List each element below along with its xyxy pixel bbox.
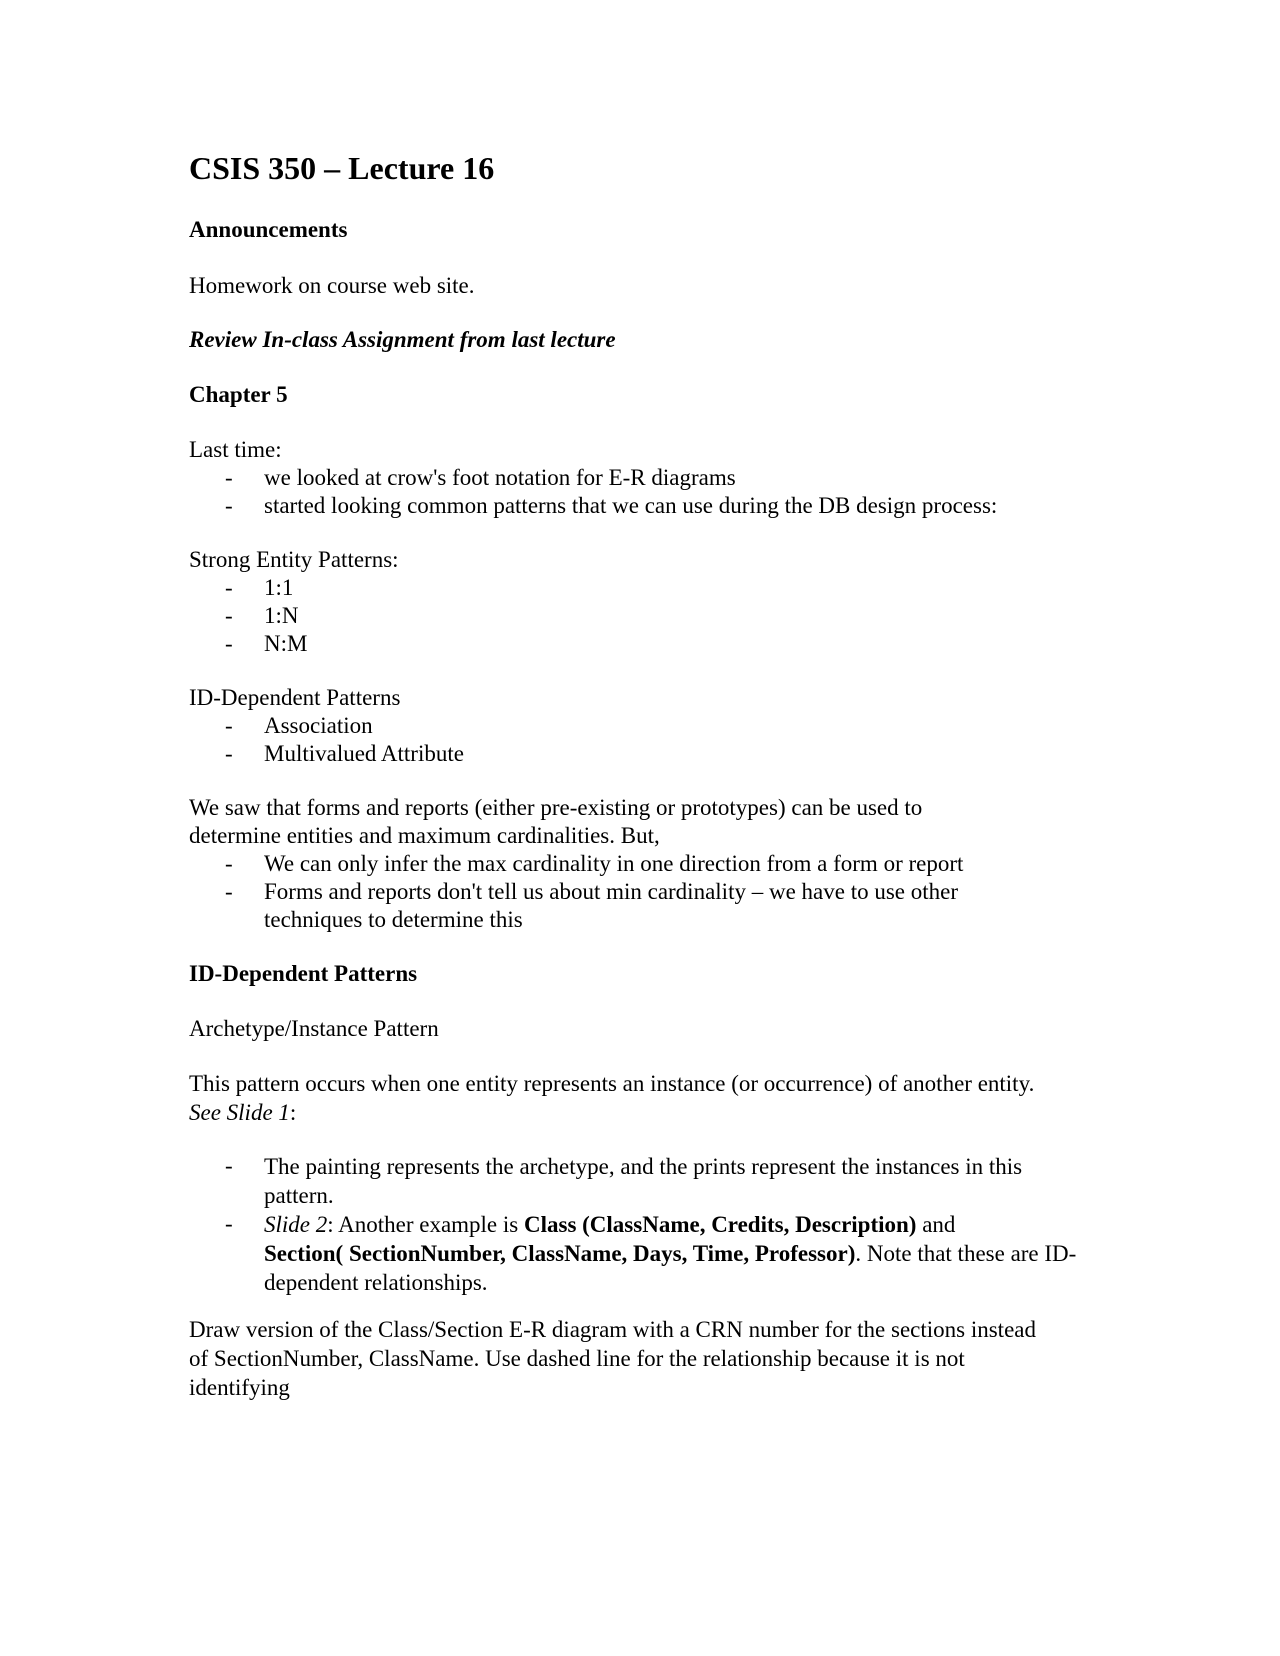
draw-paragraph: Draw version of the Class/Section E-R diagram with a CRN number for the sections instead of SectionNumber, ClassName. Use dashed line for the relationship because it is not identifying bbox=[189, 1317, 1036, 1400]
forms-paragraph-line2: determine entities and maximum cardinalities. But, bbox=[189, 823, 660, 848]
list-item-text: we looked at crow's foot notation for E-R diagrams bbox=[264, 465, 736, 490]
bullet-dash: - bbox=[225, 1211, 233, 1236]
homework-line: Homework on course web site. bbox=[189, 273, 475, 298]
bullet-dash: - bbox=[225, 1153, 233, 1178]
class-entity: Class (ClassName, Credits, Description) bbox=[524, 1212, 917, 1237]
bullet-dash: - bbox=[225, 603, 233, 628]
list-item-text: N:M bbox=[264, 631, 308, 656]
forms-paragraph-line1: We saw that forms and reports (either pre-existing or prototypes) can be used to bbox=[189, 795, 923, 820]
list-item-text: 1:N bbox=[264, 603, 299, 628]
list-item-text bbox=[264, 1210, 1084, 1297]
id-dependent-heading: ID-Dependent Patterns bbox=[189, 961, 418, 986]
slide-2-reference: Slide 2 bbox=[264, 1212, 328, 1237]
announcements-heading: Announcements bbox=[189, 217, 348, 242]
see-slide-reference: See Slide 1 bbox=[189, 1100, 290, 1125]
bullet-dash: - bbox=[225, 741, 233, 766]
list-item-text: started looking common patterns that we can use during the DB design process: bbox=[264, 493, 998, 518]
last-time-label: Last time: bbox=[189, 437, 282, 462]
pattern-paragraph-colon: : bbox=[289, 1100, 297, 1125]
strong-entity-label: Strong Entity Patterns: bbox=[189, 547, 399, 572]
bullet-dash: - bbox=[225, 465, 233, 490]
bullet-dash: - bbox=[225, 879, 233, 904]
chapter-heading: Chapter 5 bbox=[189, 382, 288, 407]
bullet-dash: - bbox=[225, 851, 233, 876]
list-item-text: Multivalued Attribute bbox=[264, 741, 464, 766]
section-entity: Section( SectionNumber, ClassName, Days, Time, Professor) bbox=[264, 1241, 856, 1266]
list-item-text: Association bbox=[264, 713, 373, 738]
item2-text-a: : Another example is bbox=[327, 1212, 524, 1237]
bullet-dash: - bbox=[225, 575, 233, 600]
list-item-text: 1:1 bbox=[264, 575, 294, 600]
id-dependent-label: ID-Dependent Patterns bbox=[189, 685, 401, 710]
item2-and: and bbox=[916, 1212, 956, 1237]
bullet-dash: - bbox=[225, 713, 233, 738]
page-title: CSIS 350 – Lecture 16 bbox=[189, 150, 495, 186]
item2-text-b: . Note that these are ID-dependent relationships. bbox=[264, 1241, 1077, 1295]
bullet-dash: - bbox=[225, 493, 233, 518]
archetype-heading: Archetype/Instance Pattern bbox=[189, 1016, 439, 1041]
review-line: Review In-class Assignment from last lecture bbox=[189, 327, 616, 352]
pattern-paragraph bbox=[189, 1069, 1049, 1127]
list-item-text: The painting represents the archetype, and the prints represent the instances in this pattern. bbox=[264, 1154, 1023, 1208]
list-item-text: Forms and reports don't tell us about min cardinality – we have to use other techniques to determine this bbox=[264, 879, 958, 932]
bullet-dash: - bbox=[225, 631, 233, 656]
pattern-paragraph-text: This pattern occurs when one entity represents an instance (or occurrence) of another entity. bbox=[189, 1071, 1035, 1096]
list-item-text: We can only infer the max cardinality in one direction from a form or report bbox=[264, 851, 964, 876]
